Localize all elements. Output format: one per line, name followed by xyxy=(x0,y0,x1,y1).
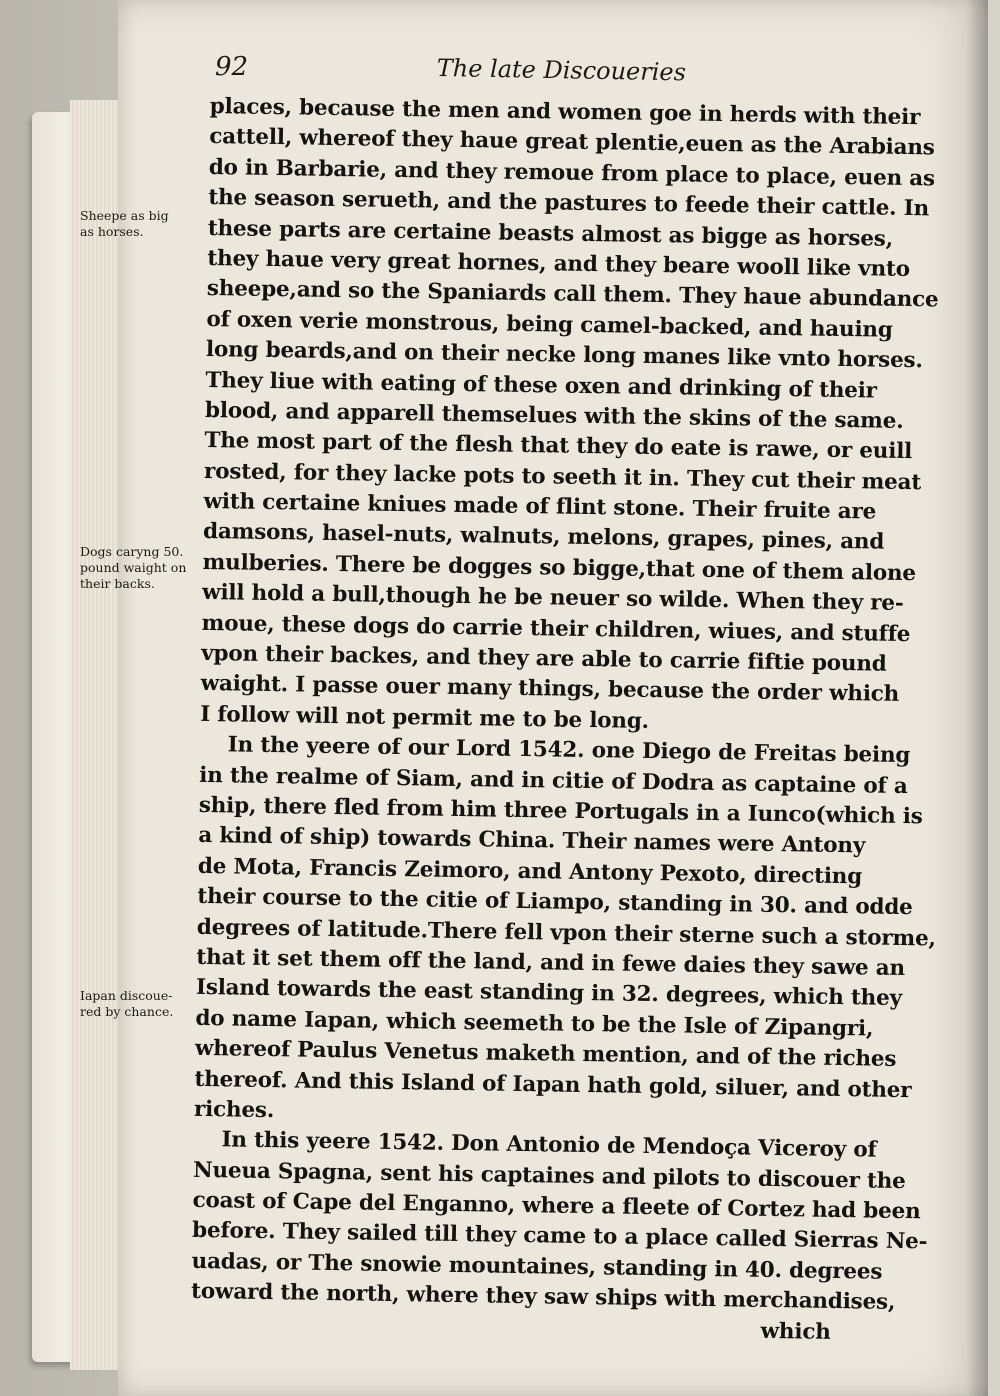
text-line: a kind of ship) towards China. Their names were Antony xyxy=(198,823,866,859)
text-line: vpon their backes, and they are able to carrie fiftie pound xyxy=(200,640,887,677)
text-line: will hold a bull,though he be neuer so wilde. When they re- xyxy=(201,580,904,617)
catchword: which xyxy=(760,1318,831,1345)
text-line: do name Iapan, which seemeth to be the Isle of Zipangri, xyxy=(195,1005,874,1042)
text-line: before. They sailed till they came to a place called Sierras Ne- xyxy=(191,1218,928,1255)
page-fold-shadow xyxy=(966,0,988,1396)
text-line: sheepe,and so the Spaniards call them. They haue abundance xyxy=(206,276,939,313)
text-line: The most part of the flesh that they do eate is rawe, or euill xyxy=(204,428,913,465)
text-line: de Mota, Francis Zeimoro, and Antony Pexoto, directing xyxy=(197,853,863,890)
text-line: in the realme of Siam, and in citie of Dodra as captaine of a xyxy=(199,762,908,799)
text-line: cattell, whereof they haue great plentie,euen as the Arabians xyxy=(209,124,935,161)
marginal-note-line: Sheepe as big xyxy=(80,208,169,223)
text-line: Island towards the east standing in 32. degrees, which they xyxy=(195,975,903,1012)
marginal-note-line: pound waight on xyxy=(80,560,187,575)
marginal-note-dogs xyxy=(80,544,198,592)
marginal-note-line: Iapan discoue- xyxy=(80,988,173,1003)
text-line: long beards,and on their necke long manes like vnto horses. xyxy=(205,337,923,374)
marginal-note-sheep xyxy=(80,208,198,240)
text-line: waight. I passe ouer many things, because the order which xyxy=(200,671,900,708)
text-line: do in Barbarie, and they remoue from place to place, euen as xyxy=(208,154,936,192)
text-line: They liue with eating of these oxen and drinking of their xyxy=(205,367,877,404)
text-line: riches. xyxy=(193,1096,275,1124)
text-line: rosted, for they lacke pots to seeth it in. They cut their meat xyxy=(203,458,922,495)
text-line: uadas, or The snowie mountaines, standing in 40. degrees xyxy=(191,1248,883,1285)
text-line: toward the north, where they saw ships with merchandises, xyxy=(190,1279,896,1316)
text-line: moue, these dogs do carrie their children, wiues, and stuffe xyxy=(201,610,911,647)
text-line: coast of Cape del Enganno, where a fleete of Cortez had been xyxy=(192,1187,921,1225)
marginal-note-line: their backs. xyxy=(80,576,155,591)
running-head xyxy=(215,52,805,92)
body-text xyxy=(190,92,939,1348)
text-line: places, because the men and women goe in herds with their xyxy=(209,93,921,131)
text-line: ship, there fled from him three Portugals in a Iunco(which is xyxy=(198,792,923,830)
text-line: the season serueth, and the pastures to feede their cattle. In xyxy=(208,185,930,222)
text-line: their course to the citie of Liampo, standing in 30. and odde xyxy=(197,884,913,921)
paragraph-start-line: In this yeere 1542. Don Antonio de Mendoça Viceroy of xyxy=(221,1127,877,1163)
text-line: that it set them off the land, and in fewe daies they sawe an xyxy=(196,944,906,981)
text-line: thereof. And this Island of Iapan hath gold, siluer, and other xyxy=(194,1066,912,1103)
marginal-note-line: as horses. xyxy=(80,224,144,239)
marginal-note-iapan xyxy=(80,988,198,1020)
paragraph-start-line: In the yeere of our Lord 1542. one Diego de Freitas being xyxy=(227,732,911,769)
page-number: 92 xyxy=(215,52,249,82)
text-line: blood, and apparell themselues with the skins of the same. xyxy=(204,397,904,434)
marginal-note-line: red by chance. xyxy=(80,1004,174,1019)
text-line: with certaine kniues made of flint stone. Their fruite are xyxy=(203,489,877,525)
text-line: mulberies. There be dogges so bigge,that one of them alone xyxy=(202,549,917,587)
marginal-note-line: Dogs caryng 50. xyxy=(80,544,184,559)
text-line: I follow will not permit me to be long. xyxy=(200,701,650,734)
text-line: of oxen verie monstrous, being camel-backed, and hauing xyxy=(206,306,893,343)
text-line: damsons, hasel-nuts, walnuts, melons, grapes, pines, and xyxy=(202,519,885,556)
text-line: Nueua Spagna, sent his captaines and pilots to discouer the xyxy=(192,1157,906,1194)
running-head-title: The late Discoueries xyxy=(436,54,687,87)
text-line: these parts are certaine beasts almost as bigge as horses, xyxy=(207,215,894,252)
text-line: they haue very great hornes, and they beare wooll like vnto xyxy=(207,245,911,282)
text-line: whereof Paulus Venetus maketh mention, and of the riches xyxy=(194,1035,897,1073)
text-line: degrees of latitude.There fell vpon their sterne such a storme, xyxy=(196,914,937,952)
